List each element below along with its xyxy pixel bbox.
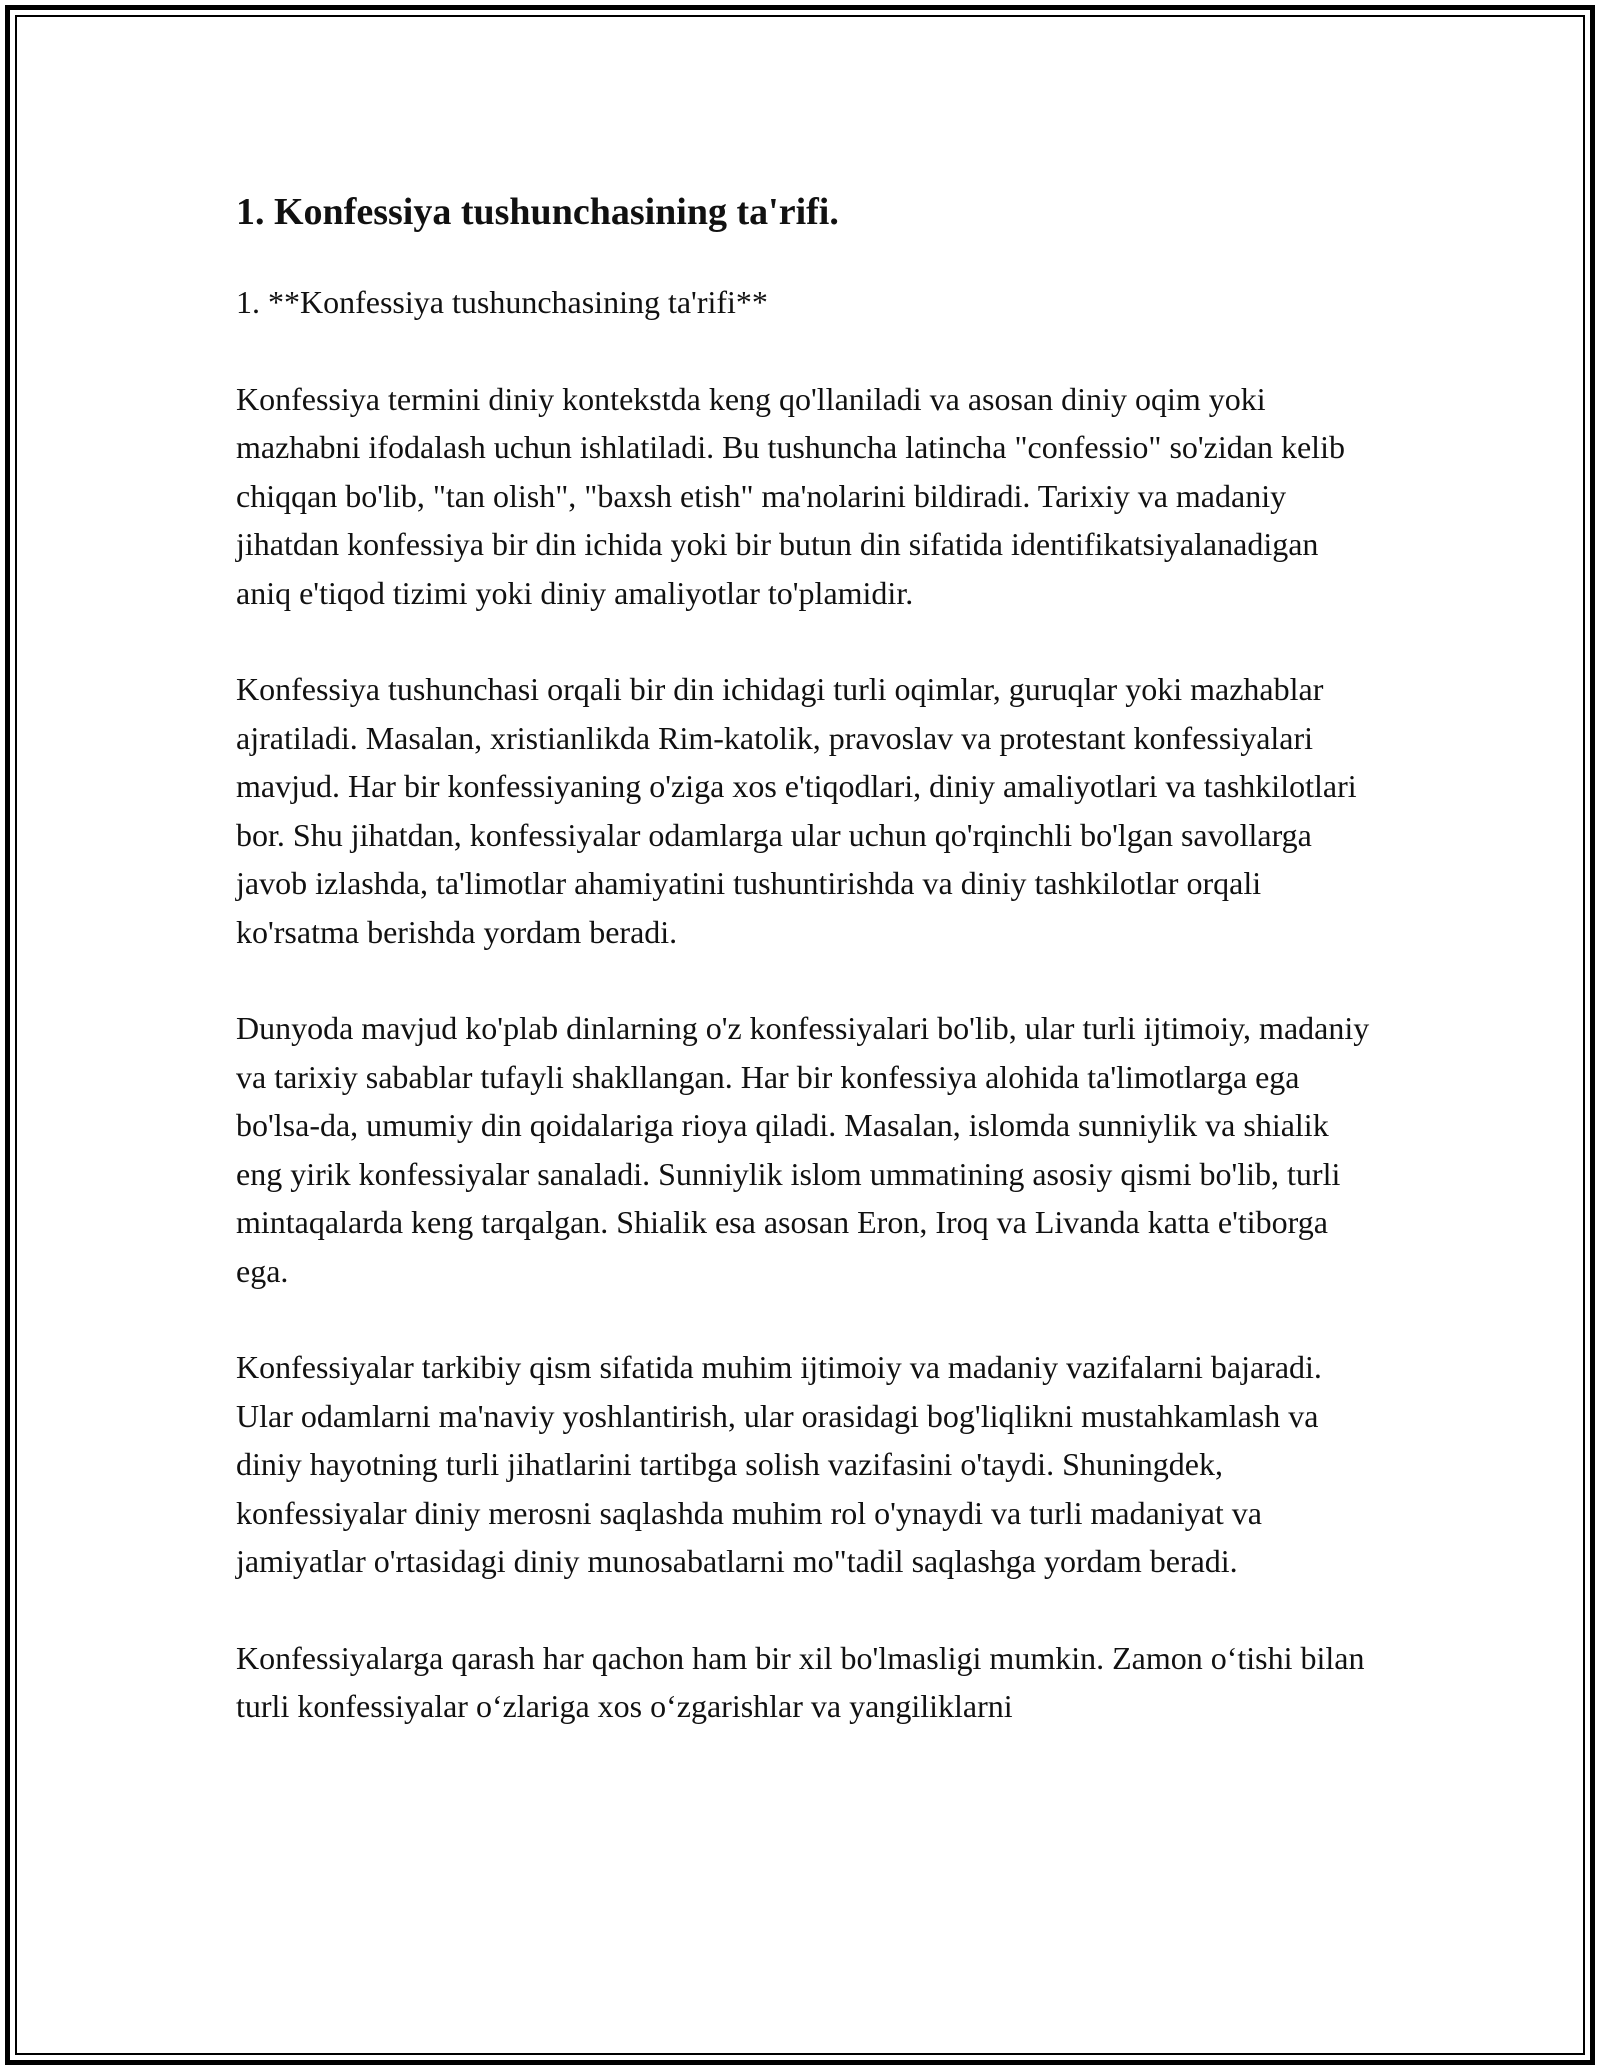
paragraph-1: Konfessiya termini diniy kontekstda keng qo'llaniladi va asosan diniy oqim yoki mazhabni ifodalash uchun ishlatiladi. Bu tushuncha latincha "confessio" so'zidan kelib chiqqan bo'lib, "tan olish", "baxsh etish" ma'nolarini bildiradi. Tarixiy va madaniy jihatdan konfessiya bir din ichida yoki bir butun din sifatida identifikatsiyalanadigan aniq e'tiqod tizimi yoki diniy amaliyotlar to'plamidir. bbox=[236, 380, 1345, 611]
paragraph-5: Konfessiyalarga qarash har qachon ham bir xil bo'lmasligi mumkin. Zamon o‘tishi bilan turli konfessiyalar o‘zlariga xos o‘zgarishlar va yangiliklarni bbox=[236, 1639, 1365, 1724]
paragraph-4: Konfessiyalar tarkibiy qism sifatida muhim ijtimoiy va madaniy vazifalarni bajaradi. Ular odamlarni ma'naviy yoshlantirish, ular orasidagi bog'liqlikni mustahkamlash va diniy hayotning turli jihatlarini tartibga solish vazifasini o'taydi. Shuningdek, konfessiyalar diniy merosni saqlashda muhim rol o'ynaydi va turli madaniyat va jamiyatlar o'rtasidagi diniy munosabatlarni mo"tadil saqlashga yordam beradi. bbox=[236, 1349, 1322, 1579]
paragraph-3: Dunyoda mavjud ko'plab dinlarning o'z konfessiyalari bo'lib, ular turli ijtimoiy, madaniy va tarixiy sabablar tufayli shakllangan. Har bir konfessiya alohida ta'limotlarga ega bo'lsa-da, umumiy din qoidalariga rioya qiladi. Masalan, islomda sunniylik va shialik eng yirik konfessiyalar sanaladi. Sunniylik islom ummatining asosiy qismi bo'lib, turli mintaqalarda keng tarqalgan. Shialik esa asosan Eron, Iroq va Livanda katta e'tiborga ega. bbox=[236, 1010, 1370, 1289]
paragraph-2: Konfessiya tushunchasi orqali bir din ichidagi turli oqimlar, guruqlar yoki mazhablar ajratiladi. Masalan, xristianlikda Rim-katolik, pravoslav va protestant konfessiyalari mavjud. Har bir konfessiyaning o'ziga xos e'tiqodlari, diniy amaliyotlari va tashkilotlari bor. Shu jihatdan, konfessiyalar odamlarga ular uchun qo'rqinchli bo'lgan savollarga javob izlashda, ta'limotlar ahamiyatini tushuntirishda va diniy tashkilotlar orqali ko'rsatma berishda yordam beradi. bbox=[236, 671, 1357, 950]
document-title: 1. Konfessiya tushunchasining ta'rifi. bbox=[236, 191, 839, 233]
document-body bbox=[236, 182, 1376, 1779]
document-subheading: 1. **Konfessiya tushunchasining ta'rifi** bbox=[236, 284, 768, 320]
